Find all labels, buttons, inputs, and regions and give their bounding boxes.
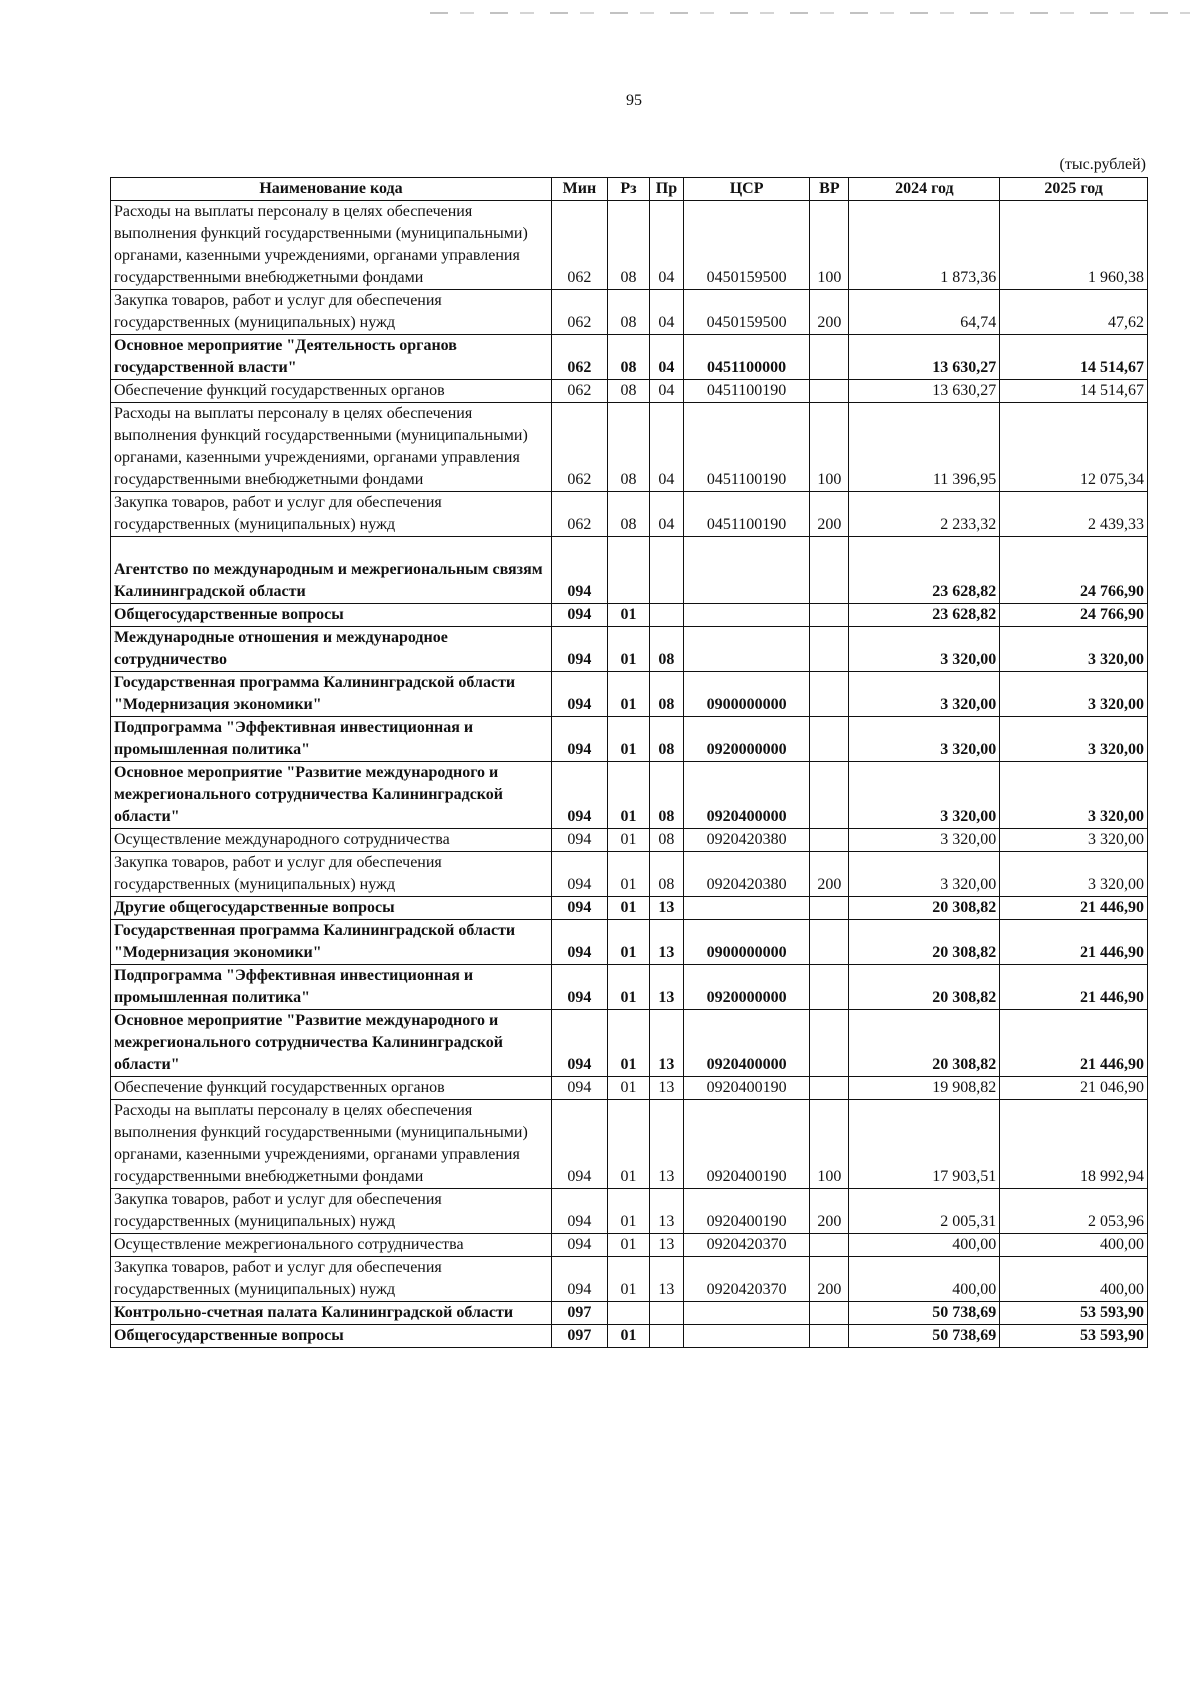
cell-vr	[810, 604, 849, 627]
table-row	[111, 717, 1148, 762]
cell-pr: 08	[650, 717, 684, 762]
cell-name: Основное мероприятие "Деятельность органов государственной власти"	[111, 335, 552, 380]
cell-2024: 11 396,95	[849, 403, 1000, 492]
table-row	[111, 672, 1148, 717]
cell-vr	[810, 380, 849, 403]
cell-name: Агентство по международным и межрегиональным связям Калининградской области	[111, 537, 552, 604]
cell-2025: 53 593,90	[1000, 1325, 1148, 1348]
column-header-2024: 2024 год	[849, 178, 1000, 201]
cell-2024: 1 873,36	[849, 201, 1000, 290]
cell-2024: 400,00	[849, 1257, 1000, 1302]
cell-2024: 2 005,31	[849, 1189, 1000, 1234]
cell-2025: 18 992,94	[1000, 1100, 1148, 1189]
cell-2025: 12 075,34	[1000, 403, 1148, 492]
cell-2025: 21 046,90	[1000, 1077, 1148, 1100]
cell-vr	[810, 335, 849, 380]
cell-csr: 0451100190	[683, 492, 810, 537]
cell-pr: 08	[650, 762, 684, 829]
cell-csr: 0920400000	[683, 762, 810, 829]
cell-2025: 2 053,96	[1000, 1189, 1148, 1234]
cell-2025: 21 446,90	[1000, 1010, 1148, 1077]
cell-csr: 0920400190	[683, 1100, 810, 1189]
cell-min: 094	[551, 920, 607, 965]
cell-csr: 0450159500	[683, 290, 810, 335]
cell-pr: 04	[650, 403, 684, 492]
cell-csr: 0920400000	[683, 1010, 810, 1077]
table-row	[111, 201, 1148, 290]
cell-rz	[607, 537, 649, 604]
cell-min: 094	[551, 537, 607, 604]
cell-min: 094	[551, 1234, 607, 1257]
table-row	[111, 897, 1148, 920]
cell-rz: 01	[607, 627, 649, 672]
cell-2025: 24 766,90	[1000, 604, 1148, 627]
cell-rz: 01	[607, 604, 649, 627]
cell-name: Подпрограмма "Эффективная инвестиционная и промышленная политика"	[111, 965, 552, 1010]
cell-name: Обеспечение функций государственных органов	[111, 380, 552, 403]
cell-pr: 08	[650, 627, 684, 672]
cell-rz: 01	[607, 852, 649, 897]
cell-name: Закупка товаров, работ и услуг для обеспечения государственных (муниципальных) нужд	[111, 1189, 552, 1234]
table-row	[111, 852, 1148, 897]
cell-2024: 3 320,00	[849, 829, 1000, 852]
cell-min: 062	[551, 492, 607, 537]
cell-pr: 04	[650, 380, 684, 403]
cell-pr: 04	[650, 492, 684, 537]
cell-min: 094	[551, 627, 607, 672]
cell-pr: 13	[650, 1077, 684, 1100]
cell-vr: 200	[810, 492, 849, 537]
cell-csr: 0900000000	[683, 672, 810, 717]
cell-pr: 13	[650, 1234, 684, 1257]
cell-2025: 1 960,38	[1000, 201, 1148, 290]
cell-2025: 400,00	[1000, 1234, 1148, 1257]
cell-name: Осуществление международного сотрудничества	[111, 829, 552, 852]
cell-csr	[683, 897, 810, 920]
cell-pr: 13	[650, 920, 684, 965]
table-row	[111, 537, 1148, 604]
cell-rz	[607, 1302, 649, 1325]
cell-min: 094	[551, 965, 607, 1010]
table-row	[111, 403, 1148, 492]
cell-name: Международные отношения и международное сотрудничество	[111, 627, 552, 672]
cell-csr	[683, 537, 810, 604]
cell-2025: 400,00	[1000, 1257, 1148, 1302]
cell-min: 062	[551, 380, 607, 403]
cell-pr: 04	[650, 201, 684, 290]
cell-min: 062	[551, 335, 607, 380]
cell-min: 062	[551, 290, 607, 335]
table-row	[111, 492, 1148, 537]
cell-rz: 08	[607, 290, 649, 335]
cell-2025: 3 320,00	[1000, 762, 1148, 829]
cell-csr: 0920400190	[683, 1189, 810, 1234]
cell-vr: 200	[810, 1257, 849, 1302]
cell-2024: 19 908,82	[849, 1077, 1000, 1100]
cell-2025: 14 514,67	[1000, 335, 1148, 380]
cell-vr	[810, 672, 849, 717]
cell-rz: 01	[607, 965, 649, 1010]
table-row	[111, 1234, 1148, 1257]
cell-vr	[810, 537, 849, 604]
cell-csr: 0920420380	[683, 852, 810, 897]
table-row	[111, 290, 1148, 335]
cell-rz: 08	[607, 201, 649, 290]
cell-rz: 01	[607, 1189, 649, 1234]
cell-2025: 3 320,00	[1000, 672, 1148, 717]
cell-name: Другие общегосударственные вопросы	[111, 897, 552, 920]
cell-vr: 200	[810, 852, 849, 897]
cell-csr: 0451100000	[683, 335, 810, 380]
cell-min: 094	[551, 672, 607, 717]
cell-pr: 13	[650, 965, 684, 1010]
table-row	[111, 1257, 1148, 1302]
table-row	[111, 380, 1148, 403]
cell-vr	[810, 897, 849, 920]
table-header-row	[111, 178, 1148, 201]
cell-2024: 17 903,51	[849, 1100, 1000, 1189]
cell-min: 094	[551, 1077, 607, 1100]
cell-2025: 3 320,00	[1000, 717, 1148, 762]
column-header-min: Мин	[551, 178, 607, 201]
cell-min: 094	[551, 762, 607, 829]
cell-name: Закупка товаров, работ и услуг для обеспечения государственных (муниципальных) нужд	[111, 1257, 552, 1302]
cell-2024: 50 738,69	[849, 1302, 1000, 1325]
cell-name: Подпрограмма "Эффективная инвестиционная и промышленная политика"	[111, 717, 552, 762]
cell-name: Общегосударственные вопросы	[111, 1325, 552, 1348]
cell-pr: 08	[650, 829, 684, 852]
budget-table	[110, 177, 1148, 1348]
cell-pr	[650, 1325, 684, 1348]
cell-csr	[683, 1302, 810, 1325]
cell-csr	[683, 627, 810, 672]
cell-vr: 100	[810, 403, 849, 492]
cell-pr: 08	[650, 672, 684, 717]
cell-vr	[810, 920, 849, 965]
cell-pr: 04	[650, 290, 684, 335]
table-row	[111, 1100, 1148, 1189]
cell-min: 094	[551, 717, 607, 762]
cell-name: Расходы на выплаты персоналу в целях обеспечения выполнения функций государственными (муниципальными) органами, казенными учреждениями, органами управления государственными внебюджетными фондами	[111, 403, 552, 492]
cell-name: Государственная программа Калининградской области "Модернизация экономики"	[111, 920, 552, 965]
table-row	[111, 604, 1148, 627]
cell-2025: 47,62	[1000, 290, 1148, 335]
cell-csr: 0451100190	[683, 380, 810, 403]
cell-2025: 14 514,67	[1000, 380, 1148, 403]
cell-2024: 3 320,00	[849, 627, 1000, 672]
cell-2025: 21 446,90	[1000, 965, 1148, 1010]
cell-2024: 3 320,00	[849, 672, 1000, 717]
cell-pr: 08	[650, 852, 684, 897]
cell-pr	[650, 604, 684, 627]
cell-vr	[810, 1234, 849, 1257]
cell-2025: 3 320,00	[1000, 852, 1148, 897]
column-header-csr: ЦСР	[683, 178, 810, 201]
cell-2024: 20 308,82	[849, 965, 1000, 1010]
cell-min: 094	[551, 897, 607, 920]
cell-rz: 01	[607, 762, 649, 829]
scan-artifact-line	[430, 12, 1190, 14]
cell-2025: 21 446,90	[1000, 920, 1148, 965]
column-header-vr: ВР	[810, 178, 849, 201]
cell-vr	[810, 627, 849, 672]
cell-pr: 13	[650, 897, 684, 920]
cell-2024: 2 233,32	[849, 492, 1000, 537]
cell-2024: 3 320,00	[849, 762, 1000, 829]
cell-2024: 3 320,00	[849, 717, 1000, 762]
table-row	[111, 1325, 1148, 1348]
cell-min: 094	[551, 1010, 607, 1077]
cell-rz: 01	[607, 1100, 649, 1189]
table-row	[111, 829, 1148, 852]
cell-rz: 01	[607, 717, 649, 762]
cell-csr: 0920420380	[683, 829, 810, 852]
cell-min: 097	[551, 1302, 607, 1325]
cell-rz: 01	[607, 672, 649, 717]
cell-min: 062	[551, 201, 607, 290]
cell-vr	[810, 1077, 849, 1100]
cell-min: 094	[551, 852, 607, 897]
cell-pr: 13	[650, 1189, 684, 1234]
cell-name: Основное мероприятие "Развитие международного и межрегионального сотрудничества Калининградской области"	[111, 1010, 552, 1077]
cell-vr	[810, 1010, 849, 1077]
cell-2025: 3 320,00	[1000, 829, 1148, 852]
cell-min: 062	[551, 403, 607, 492]
cell-name: Закупка товаров, работ и услуг для обеспечения государственных (муниципальных) нужд	[111, 290, 552, 335]
cell-min: 094	[551, 1189, 607, 1234]
cell-rz: 01	[607, 1234, 649, 1257]
cell-csr: 0451100190	[683, 403, 810, 492]
cell-vr	[810, 1325, 849, 1348]
cell-pr: 13	[650, 1257, 684, 1302]
cell-vr	[810, 965, 849, 1010]
cell-csr: 0920000000	[683, 965, 810, 1010]
cell-2024: 23 628,82	[849, 604, 1000, 627]
column-header-2025: 2025 год	[1000, 178, 1148, 201]
column-header-rz: Рз	[607, 178, 649, 201]
cell-vr	[810, 829, 849, 852]
cell-csr	[683, 1325, 810, 1348]
column-header-pr: Пр	[650, 178, 684, 201]
cell-min: 097	[551, 1325, 607, 1348]
cell-name: Общегосударственные вопросы	[111, 604, 552, 627]
table-body	[111, 201, 1148, 1348]
cell-vr	[810, 717, 849, 762]
cell-rz: 08	[607, 492, 649, 537]
cell-rz: 01	[607, 1257, 649, 1302]
cell-pr: 13	[650, 1010, 684, 1077]
cell-2024: 13 630,27	[849, 335, 1000, 380]
cell-pr	[650, 537, 684, 604]
cell-vr: 200	[810, 1189, 849, 1234]
table-row	[111, 1189, 1148, 1234]
cell-vr	[810, 1302, 849, 1325]
cell-min: 094	[551, 1257, 607, 1302]
cell-rz: 01	[607, 1077, 649, 1100]
cell-name: Осуществление межрегионального сотрудничества	[111, 1234, 552, 1257]
cell-name: Расходы на выплаты персоналу в целях обеспечения выполнения функций государственными (муниципальными) органами, казенными учреждениями, органами управления государственными внебюджетными фондами	[111, 201, 552, 290]
cell-rz: 08	[607, 403, 649, 492]
cell-pr	[650, 1302, 684, 1325]
cell-pr: 13	[650, 1100, 684, 1189]
cell-vr: 100	[810, 201, 849, 290]
cell-vr: 200	[810, 290, 849, 335]
cell-name: Контрольно-счетная палата Калининградской области	[111, 1302, 552, 1325]
cell-2024: 20 308,82	[849, 1010, 1000, 1077]
cell-name: Обеспечение функций государственных органов	[111, 1077, 552, 1100]
table-row	[111, 920, 1148, 965]
cell-2024: 23 628,82	[849, 537, 1000, 604]
table-row	[111, 1010, 1148, 1077]
table-row	[111, 335, 1148, 380]
cell-2024: 13 630,27	[849, 380, 1000, 403]
cell-rz: 01	[607, 897, 649, 920]
cell-2025: 21 446,90	[1000, 897, 1148, 920]
cell-vr	[810, 762, 849, 829]
cell-rz: 01	[607, 829, 649, 852]
cell-pr: 04	[650, 335, 684, 380]
cell-vr: 100	[810, 1100, 849, 1189]
cell-2025: 53 593,90	[1000, 1302, 1148, 1325]
cell-rz: 01	[607, 1325, 649, 1348]
cell-csr: 0920000000	[683, 717, 810, 762]
column-header-name: Наименование кода	[111, 178, 552, 201]
cell-2024: 3 320,00	[849, 852, 1000, 897]
cell-csr: 0920420370	[683, 1234, 810, 1257]
cell-name: Основное мероприятие "Развитие международного и межрегионального сотрудничества Калининградской области"	[111, 762, 552, 829]
cell-2024: 400,00	[849, 1234, 1000, 1257]
table-row	[111, 1077, 1148, 1100]
cell-min: 094	[551, 829, 607, 852]
cell-min: 094	[551, 1100, 607, 1189]
table-row	[111, 627, 1148, 672]
table-row	[111, 762, 1148, 829]
cell-rz: 08	[607, 335, 649, 380]
cell-rz: 08	[607, 380, 649, 403]
cell-name: Закупка товаров, работ и услуг для обеспечения государственных (муниципальных) нужд	[111, 852, 552, 897]
cell-rz: 01	[607, 920, 649, 965]
cell-2024: 20 308,82	[849, 920, 1000, 965]
cell-csr: 0450159500	[683, 201, 810, 290]
units-label: (тыс.рублей)	[1059, 156, 1146, 173]
page-number: 95	[626, 92, 642, 109]
cell-name: Закупка товаров, работ и услуг для обеспечения государственных (муниципальных) нужд	[111, 492, 552, 537]
cell-csr: 0920400190	[683, 1077, 810, 1100]
cell-2025: 24 766,90	[1000, 537, 1148, 604]
cell-2024: 64,74	[849, 290, 1000, 335]
table-row	[111, 1302, 1148, 1325]
cell-name: Государственная программа Калининградской области "Модернизация экономики"	[111, 672, 552, 717]
cell-min: 094	[551, 604, 607, 627]
cell-2024: 50 738,69	[849, 1325, 1000, 1348]
cell-2024: 20 308,82	[849, 897, 1000, 920]
cell-rz: 01	[607, 1010, 649, 1077]
cell-2025: 3 320,00	[1000, 627, 1148, 672]
cell-csr: 0900000000	[683, 920, 810, 965]
cell-2025: 2 439,33	[1000, 492, 1148, 537]
cell-name: Расходы на выплаты персоналу в целях обеспечения выполнения функций государственными (муниципальными) органами, казенными учреждениями, органами управления государственными внебюджетными фондами	[111, 1100, 552, 1189]
cell-csr	[683, 604, 810, 627]
cell-csr: 0920420370	[683, 1257, 810, 1302]
table-row	[111, 965, 1148, 1010]
